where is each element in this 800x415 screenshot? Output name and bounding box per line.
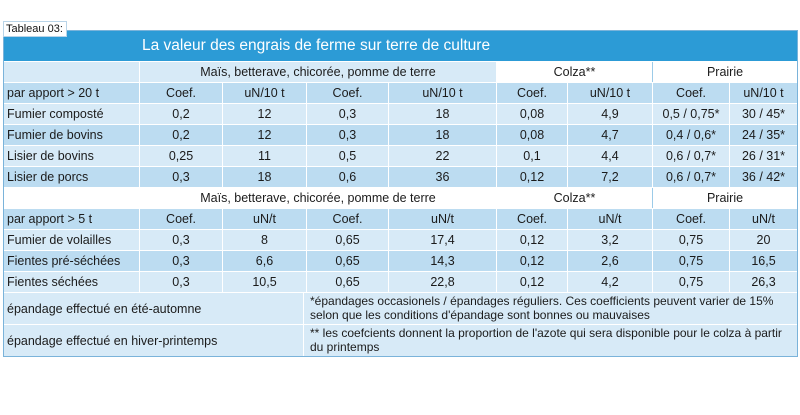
column-header: Coef.	[653, 83, 730, 103]
fertilizer-value-table	[3, 30, 798, 357]
column-header: uN/10 t	[389, 83, 497, 103]
table-cell: 4,4	[568, 146, 653, 166]
table-cell: 0,2	[140, 125, 223, 145]
table-cell: 18	[389, 125, 497, 145]
table-row	[4, 125, 797, 146]
column-header: uN/10 t	[568, 83, 653, 103]
table-cell: 0,6 / 0,7*	[653, 146, 730, 166]
group-colza: Colza**	[497, 62, 653, 82]
table-cell: 0,12	[497, 230, 568, 250]
table-cell: 10,5	[223, 272, 307, 292]
row-header-label: par apport > 20 t	[4, 83, 140, 103]
section1-column-header	[4, 83, 797, 104]
table-title: La valeur des engrais de ferme sur terre de culture	[4, 31, 797, 62]
footnote-text: ** les coefcients donnent la proportion de l'azote qui sera disponible pour le colza à partir du printemps	[304, 325, 797, 356]
table-cell: 0,75	[653, 251, 730, 271]
section2-column-header	[4, 209, 797, 230]
column-header: uN/t	[568, 209, 653, 229]
table-cell: 36 / 42*	[730, 167, 797, 187]
table-row	[4, 272, 797, 293]
table-number-label: Tableau 03:	[3, 21, 67, 37]
table-cell: 0,65	[307, 230, 389, 250]
table-cell: 4,9	[568, 104, 653, 124]
row-label-cell: Fientes séchées	[4, 272, 140, 292]
section1-body	[4, 104, 797, 188]
table-cell: 0,1	[497, 146, 568, 166]
row-label-cell: Fumier composté	[4, 104, 140, 124]
table-cell: 4,2	[568, 272, 653, 292]
empty-corner-cell	[4, 62, 140, 82]
table-cell: 0,08	[497, 125, 568, 145]
column-header: Coef.	[497, 209, 568, 229]
table-cell: 12	[223, 125, 307, 145]
group-mais: Maïs, betterave, chicorée, pomme de terre	[140, 62, 497, 82]
group-prairie: Prairie	[653, 62, 797, 82]
table-cell: 7,2	[568, 167, 653, 187]
table-cell: 0,12	[497, 251, 568, 271]
table-cell: 18	[223, 167, 307, 187]
table-row	[4, 230, 797, 251]
table-cell: 14,3	[389, 251, 497, 271]
column-header: Coef.	[307, 83, 389, 103]
table-cell: 24 / 35*	[730, 125, 797, 145]
group-mais: Maïs, betterave, chicorée, pomme de terre	[140, 188, 497, 208]
table-cell: 36	[389, 167, 497, 187]
table-cell: 8	[223, 230, 307, 250]
table-cell: 30 / 45*	[730, 104, 797, 124]
row-label-cell: Fumier de volailles	[4, 230, 140, 250]
table-cell: 18	[389, 104, 497, 124]
table-cell: 0,3	[307, 104, 389, 124]
table-cell: 22	[389, 146, 497, 166]
table-cell: 0,6	[307, 167, 389, 187]
table-cell: 0,75	[653, 272, 730, 292]
table-cell: 26,3	[730, 272, 797, 292]
table-cell: 0,3	[140, 230, 223, 250]
column-header: uN/t	[389, 209, 497, 229]
table-cell: 0,3	[140, 272, 223, 292]
table-cell: 4,7	[568, 125, 653, 145]
section1-group-header	[4, 62, 797, 83]
table-row	[4, 146, 797, 167]
table-cell: 11	[223, 146, 307, 166]
footnote-label: épandage effectué en hiver-printemps	[4, 325, 304, 356]
column-header: Coef.	[307, 209, 389, 229]
column-header: uN/t	[223, 209, 307, 229]
empty-corner-cell	[4, 188, 140, 208]
footnote-text: *épandages occasionels / épandages réguliers. Ces coefficients peuvent varier de 15% selon que les conditions d'épandage sont bonnes ou mauvaises	[304, 293, 797, 324]
column-header: uN/10 t	[730, 83, 797, 103]
table-cell: 0,2	[140, 104, 223, 124]
group-colza: Colza**	[497, 188, 653, 208]
table-cell: 0,65	[307, 251, 389, 271]
table-cell: 0,3	[307, 125, 389, 145]
table-cell: 0,08	[497, 104, 568, 124]
row-label-cell: Fientes pré-séchées	[4, 251, 140, 271]
table-cell: 22,8	[389, 272, 497, 292]
row-label-cell: Fumier de bovins	[4, 125, 140, 145]
table-cell: 0,25	[140, 146, 223, 166]
footnote-row	[4, 293, 797, 325]
table-cell: 0,5 / 0,75*	[653, 104, 730, 124]
row-label-cell: Lisier de bovins	[4, 146, 140, 166]
table-cell: 17,4	[389, 230, 497, 250]
column-header: Coef.	[140, 83, 223, 103]
column-header: Coef.	[497, 83, 568, 103]
table-cell: 0,3	[140, 167, 223, 187]
table-row	[4, 251, 797, 272]
table-cell: 0,4 / 0,6*	[653, 125, 730, 145]
column-header: uN/t	[730, 209, 797, 229]
table-cell: 2,6	[568, 251, 653, 271]
footnote-label: épandage effectué en été-automne	[4, 293, 304, 324]
table-row	[4, 167, 797, 188]
table-cell: 20	[730, 230, 797, 250]
table-cell: 12	[223, 104, 307, 124]
table-row	[4, 104, 797, 125]
table-cell: 16,5	[730, 251, 797, 271]
table-cell: 0,6 / 0,7*	[653, 167, 730, 187]
column-header: uN/10 t	[223, 83, 307, 103]
section2-group-header	[4, 188, 797, 209]
table-cell: 0,75	[653, 230, 730, 250]
table-cell: 0,3	[140, 251, 223, 271]
section2-body	[4, 230, 797, 293]
table-cell: 0,12	[497, 272, 568, 292]
column-header: Coef.	[653, 209, 730, 229]
table-cell: 3,2	[568, 230, 653, 250]
table-cell: 0,65	[307, 272, 389, 292]
row-header-label: par apport > 5 t	[4, 209, 140, 229]
column-header: Coef.	[140, 209, 223, 229]
footnote-row	[4, 325, 797, 356]
table-cell: 26 / 31*	[730, 146, 797, 166]
table-cell: 0,5	[307, 146, 389, 166]
table-cell: 0,12	[497, 167, 568, 187]
table-cell: 6,6	[223, 251, 307, 271]
group-prairie: Prairie	[653, 188, 797, 208]
row-label-cell: Lisier de porcs	[4, 167, 140, 187]
